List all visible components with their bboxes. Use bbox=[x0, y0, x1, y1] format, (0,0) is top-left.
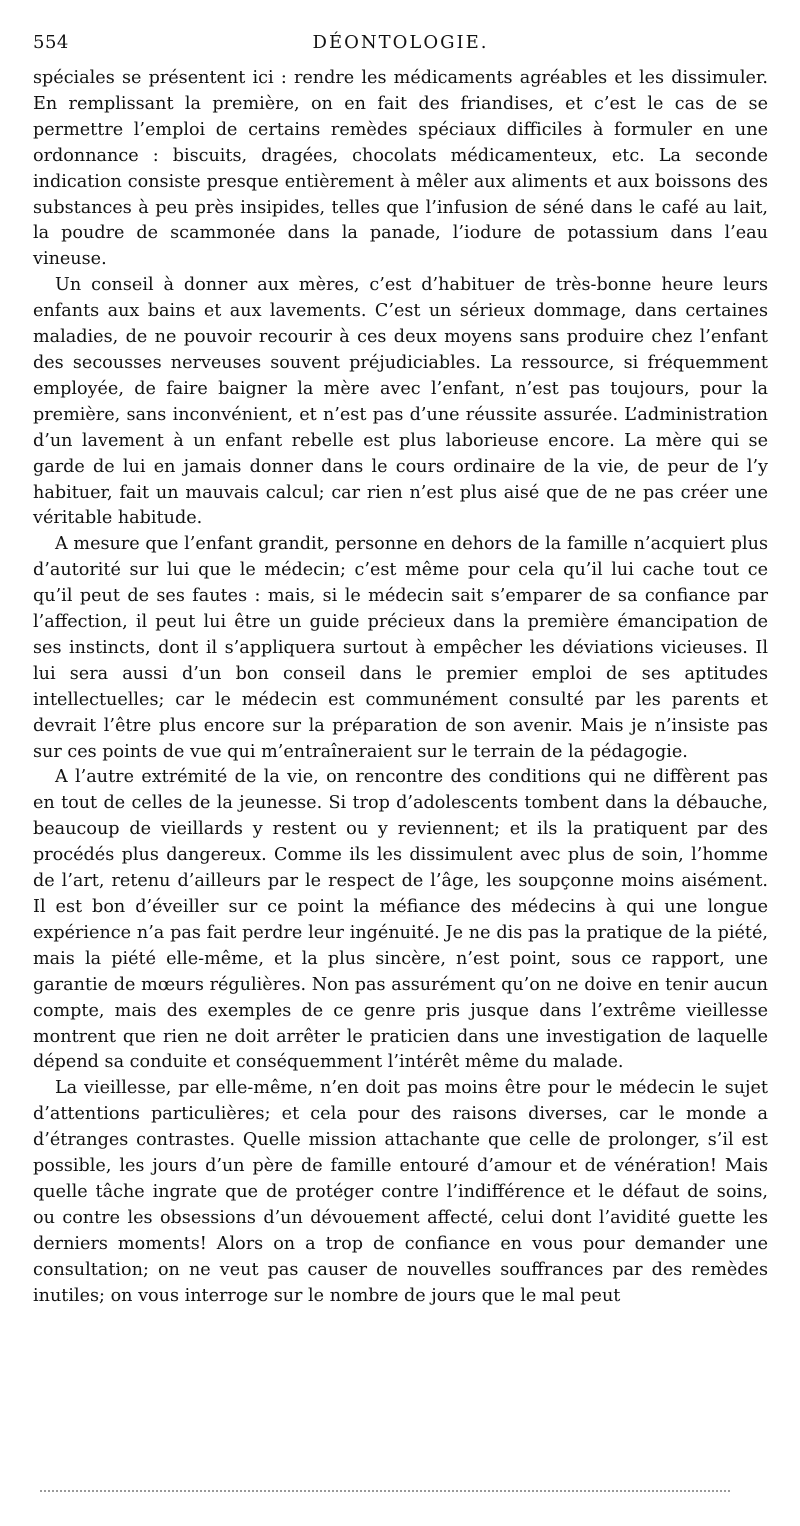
paragraph-continued: spéciales se présentent ici : rendre les médicaments agréables et les dissimuler. En remplissant la première, on en fait des friandises, et c’est le cas de se permettre l’emploi de certains remèdes spéciaux difficiles à formuler en une ordonnance : biscuits, dragées, chocolats médicamenteux, etc. La seconde indication consiste presque entièrement à mêler aux aliments et aux boissons des substances à peu près insipides, telles que l’infusion de séné dans le café au lait, la poudre de scammonée dans la panade, l’iodure de potassium dans l’eau vineuse. bbox=[33, 68, 768, 270]
paragraph: Un conseil à donner aux mères, c’est d’habituer de très-bonne heure leurs enfants aux bains et aux lavements. C’est un sérieux dommage, dans certaines maladies, de ne pouvoir recourir à ces deux moyens sans produire chez l’enfant des secousses nerveuses souvent préjudiciables. La ressource, si fréquemment employée, de faire baigner la mère avec l’enfant, n’est pas toujours, pour la première, sans inconvénient, et n’est pas d’une réussite assurée. L’administration d’un lavement à un enfant rebelle est plus laborieuse encore. La mère qui se garde de lui en jamais donner dans le cours ordinaire de la vie, de peur de l’y habituer, fait un mauvais calcul; car rien n’est plus aisé que de ne pas créer une véritable habitude. bbox=[33, 275, 768, 529]
body-text bbox=[33, 66, 768, 1310]
paragraph: La vieillesse, par elle-même, n’en doit pas moins être pour le médecin le sujet d’attentions particulières; et cela pour des raisons diverses, car le monde a d’étranges contrastes. Quelle mission attachante que celle de prolonger, s’il est possible, les jours d’un père de famille entouré d’amour et de vénération! Mais quelle tâche ingrate que de protéger contre l’indifférence et le défaut de soins, ou contre les obsessions d’un dévouement affecté, celui dont l’avidité guette les derniers moments! Alors on a trop de confiance en vous pour demander une consultation; on ne veut pas causer de nouvelles souffrances par des remèdes inutiles; on vous interroge sur le nombre de jours que le mal peut bbox=[33, 1078, 768, 1306]
paragraph: A l’autre extrémité de la vie, on rencontre des conditions qui ne diffèrent pas en tout de celles de la jeunesse. Si trop d’adolescents tombent dans la débauche, beaucoup de vieillards y restent ou y reviennent; et ils la pratiquent par des procédés plus dangereux. Comme ils les dissimulent avec plus de soin, l’homme de l’art, retenu d’ailleurs par le respect de l’âge, les soupçonne moins aisément. Il est bon d’éveiller sur ce point la méfiance des médecins à qui une longue expérience n’a pas fait perdre leur ingénuité. Je ne dis pas la pratique de la piété, mais la piété elle-même, et la plus sincère, n’est point, sous ce rapport, une garantie de mœurs régulières. Non pas assurément qu’on ne doive en tenir aucun compte, mais des exemples de ce genre pris jusque dans l’extrême vieillesse montrent que rien ne doit arrêter le praticien dans une investigation de laquelle dépend sa conduite et conséquemment l’intérêt même du malade. bbox=[33, 767, 768, 1073]
footer-dotted-rule bbox=[40, 1490, 730, 1492]
running-title: DÉONTOLOGIE. bbox=[312, 32, 489, 53]
page-number: 554 bbox=[33, 32, 69, 53]
paragraph: A mesure que l’enfant grandit, personne en dehors de la famille n’acquiert plus d’autorité sur lui que le médecin; c’est même pour cela qu’il lui cache tout ce qu’il peut de ses fautes : mais, si le médecin sait s’emparer de sa confiance par l’affection, il peut lui être un guide précieux dans la première émancipation de ses instincts, dont il s’appliquera surtout à empêcher les déviations vicieuses. Il lui sera aussi d’un bon conseil dans le premier emploi de ses aptitudes intellectuelles; car le médecin est communément consulté par les parents et devrait l’être plus encore sur la préparation de son avenir. Mais je n’insiste pas sur ces points de vue qui m’entraîneraient sur le terrain de la pédagogie. bbox=[33, 534, 768, 762]
page-header bbox=[33, 32, 768, 58]
